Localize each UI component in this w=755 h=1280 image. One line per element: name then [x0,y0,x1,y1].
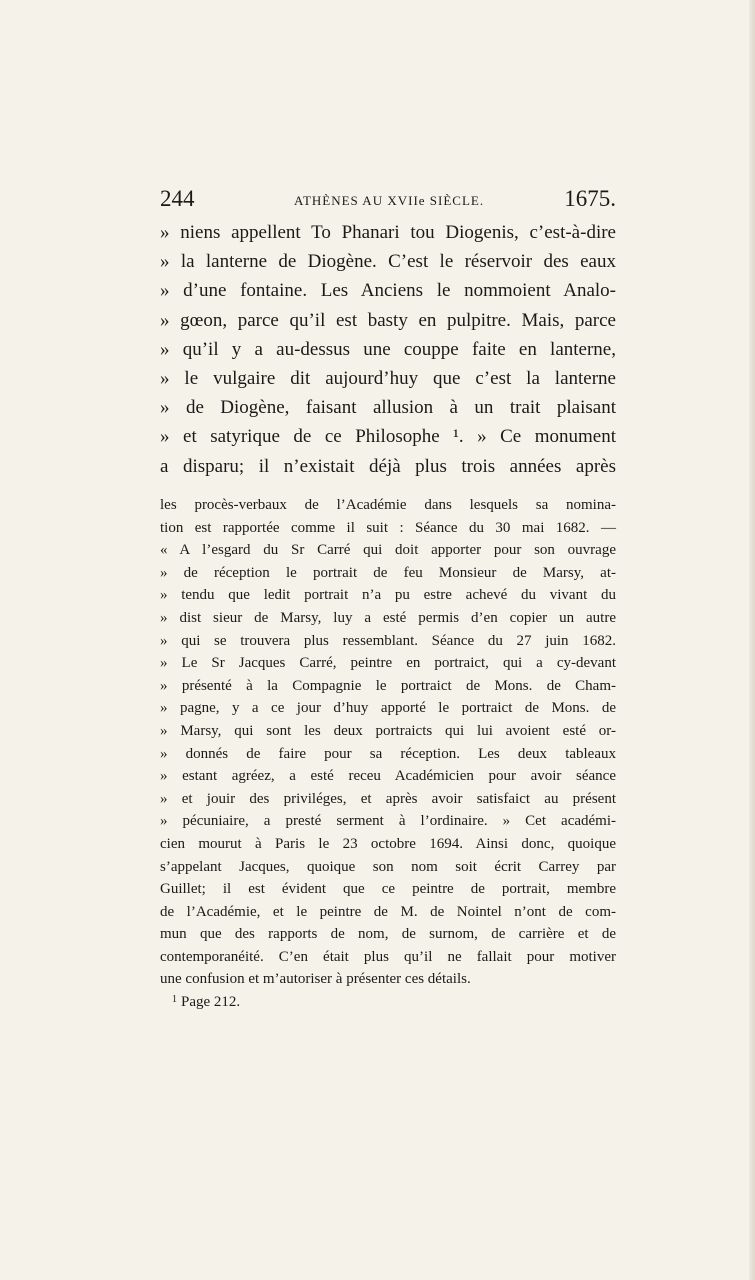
text-line: » d’une fontaine. Les Anciens le nommoient Analo- [160,280,616,302]
note-line: » Marsy, qui sont les deux portraicts qui lui avoient esté or- [160,722,616,739]
note-line: une confusion et m’autoriser à présenter ces détails. [160,971,471,988]
note-line: les procès-verbaux de l’Académie dans lesquels sa nomina- [160,497,616,513]
page-header [160,186,616,216]
text-line: » qu’il y a au-dessus une couppe faite en lanterne, [160,338,616,360]
header-year: 1675. [564,186,616,211]
note-line: » estant agréez, a esté receu Académicien pour avoir séance [160,768,616,785]
running-title: ATHÈNES AU XVIIe SIÈCLE. [294,193,485,208]
note-line: » Le Sr Jacques Carré, peintre en portraict, qui a cy-devant [160,655,616,672]
note-line: » de réception le portrait de feu Monsieur de Marsy, at- [160,564,616,581]
page-edge [749,0,755,1280]
note-line: » qui se trouvera plus ressemblant. Séance du 27 juin 1682. [160,632,616,649]
note-line: » donnés de faire pour sa réception. Les deux tableaux [160,745,616,762]
note-line: » pécuniaire, a presté serment à l’ordinaire. » Cet académi- [160,813,616,830]
note-line: de l’Académie, et le peintre de M. de Nointel n’ont de com- [160,903,616,920]
note-line: s’appelant Jacques, quoique son nom soit écrit Carrey par [160,858,616,875]
main-text [160,218,616,481]
note-line: » présenté à la Compagnie le portraict de Mons. de Cham- [160,677,616,694]
note-line: « A l’esgard du Sr Carré qui doit apporter pour son ouvrage [160,542,616,559]
note-line: » pagne, y a ce jour d’huy apporté le portraict de Mons. de [160,700,616,717]
note-line: » dist sieur de Marsy, luy a esté permis d’en copier un autre [160,609,616,626]
text-line: » gœon, parce qu’il est basty en pulpitre. Mais, parce [160,309,616,331]
note-line: tion est rapportée comme il suit : Séance du 30 mai 1682. — [160,519,616,536]
page-number: 244 [160,186,195,211]
note-line: cien mourut à Paris le 23 octobre 1694. Ainsi donc, quoique [160,835,616,852]
footnote [172,994,240,1011]
text-line: » la lanterne de Diogène. C’est le réservoir des eaux [160,251,616,273]
text-line: » le vulgaire dit aujourd’huy que c’est la lanterne [160,367,616,389]
note-line: » tendu que ledit portrait n’a pu estre achevé du vivant du [160,587,616,604]
text-line: » et satyrique de ce Philosophe ¹. » Ce monument [160,426,616,448]
text-line: » niens appellent To Phanari tou Diogenis, c’est-à-dire [160,222,616,243]
text-line: a disparu; il n’existait déjà plus trois années après [160,455,616,477]
footnote-continuation [160,494,616,991]
footnote-marker: 1 [172,994,177,1005]
text-line: » de Diogène, faisant allusion à un trait plaisant [160,397,616,419]
note-line: Guillet; il est évident que ce peintre de portrait, membre [160,881,616,898]
footnote-text: Page 212. [181,994,241,1010]
note-line: contemporanéité. C’en était plus qu’il ne fallait pour motiver [160,948,616,965]
note-line: mun que des rapports de nom, de surnom, de carrière et de [160,926,616,943]
note-line: » et jouir des priviléges, et après avoir satisfaict au présent [160,790,616,807]
